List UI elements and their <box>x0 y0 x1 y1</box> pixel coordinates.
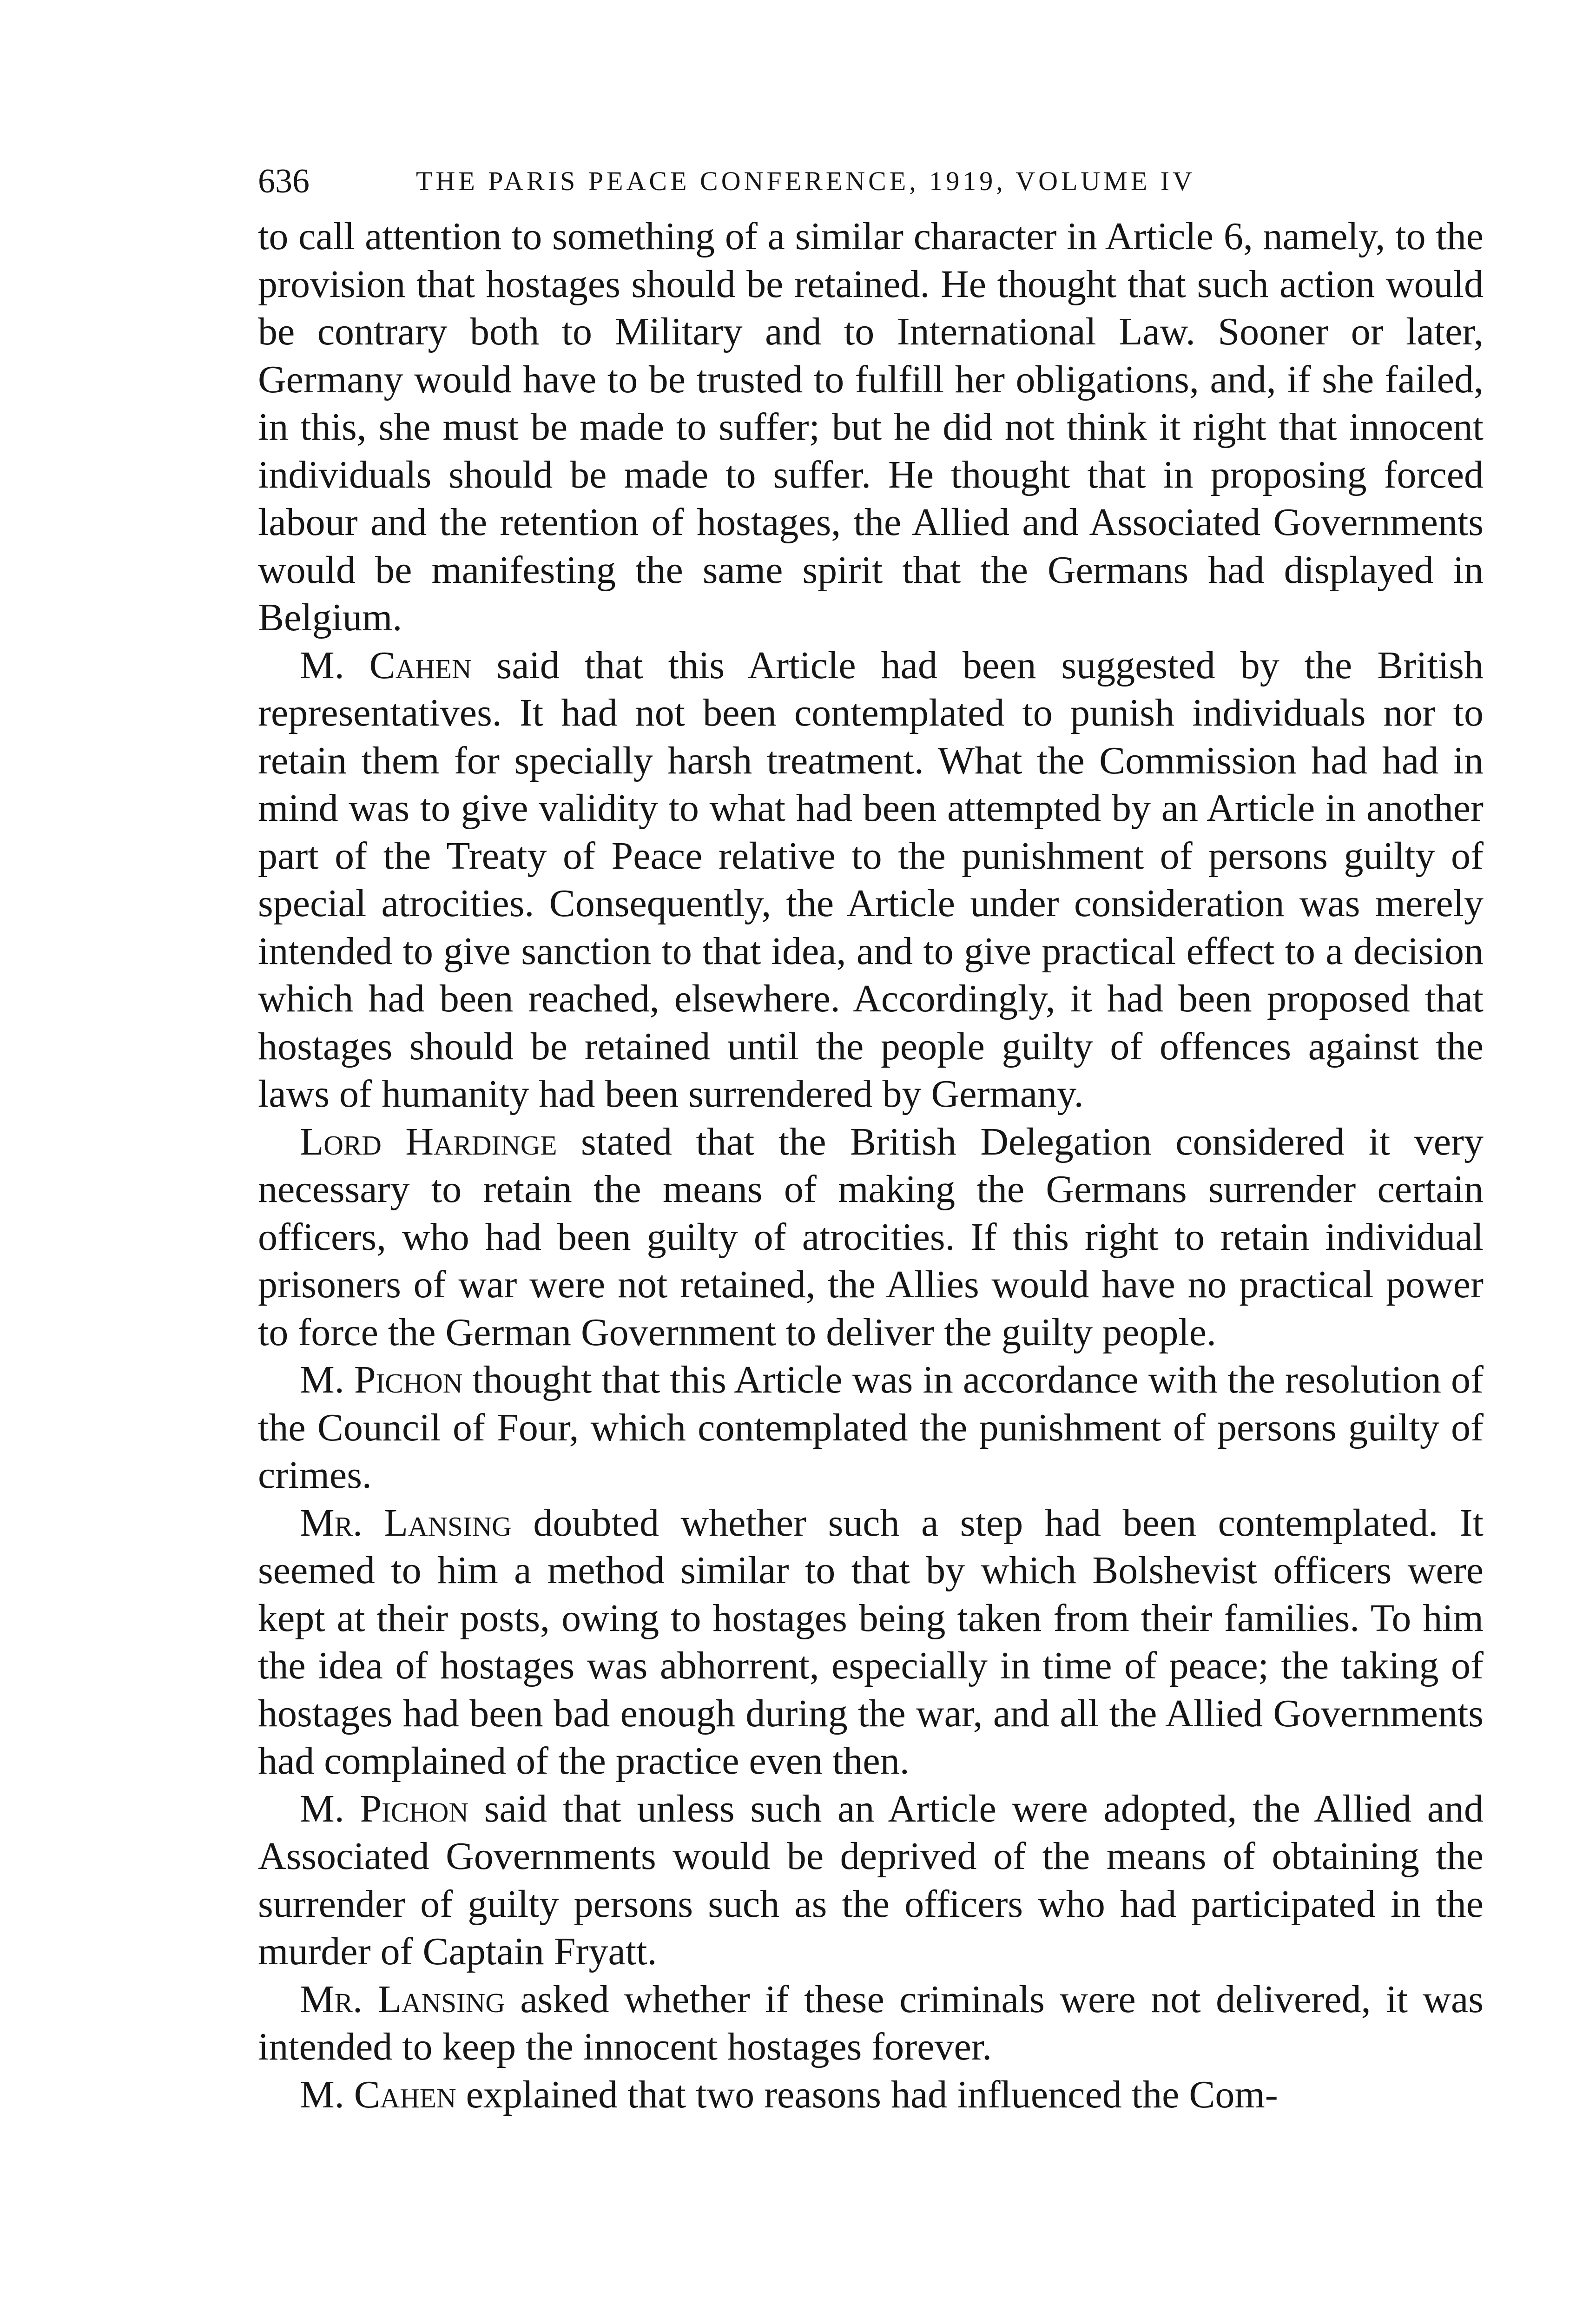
speaker-name: M. Pichon <box>300 1787 469 1830</box>
speaker-name: M. Cahen <box>300 2073 456 2116</box>
document-page <box>258 153 1484 2119</box>
paragraph <box>258 1976 1484 2071</box>
paragraph-text: doubted whether such a step had been contemplated. It seemed to him a method similar to that by which Bolshevist officers were kept at their posts, owing to hostages being taken from their families. To him the idea of hostages was abhorrent, especially in time of peace; the taking of hostages had been bad enough during the war, and all the Allied Governments had complained of the practice even then. <box>258 1501 1484 1783</box>
paragraph-text: said that unless such an Article were adopted, the Allied and Associated Governments would be deprived of the means of obtaining the surrender of guilty persons such as the officers who had participated in the murder of Captain Fryatt. <box>258 1787 1484 1973</box>
paragraph <box>258 1499 1484 1785</box>
running-title: THE PARIS PEACE CONFERENCE, 1919, VOLUME IV <box>416 166 1195 196</box>
speaker-name: M. Cahen <box>300 643 472 687</box>
paragraph <box>258 1118 1484 1357</box>
paragraph-text: stated that the British Delegation considered it very necessary to retain the means of making the Germans surrender certain officers, who had been guilty of atrocities. If this right to retain individual prisoners of war were not retained, the Allies would have no practical power to force the German Government to deliver the guilty people. <box>258 1120 1484 1354</box>
paragraph-text: thought that this Article was in accordance with the resolution of the Council of Four, which contemplated the punishment of persons guilty of crimes. <box>258 1358 1484 1497</box>
paragraph <box>258 642 1484 1118</box>
page-header <box>258 153 1484 209</box>
speaker-name: M. Pichon <box>300 1358 463 1401</box>
speaker-name: Mr. Lansing <box>300 1501 512 1545</box>
body-text <box>258 213 1484 2119</box>
page-number: 636 <box>258 162 310 200</box>
paragraph <box>258 2071 1484 2119</box>
speaker-name: Mr. Lansing <box>300 1977 505 2021</box>
speaker-name: Lord Hardinge <box>300 1120 557 1163</box>
paragraph-text: explained that two reasons had influenced the Com- <box>456 2073 1278 2116</box>
paragraph <box>258 1785 1484 1976</box>
paragraph-text: asked whether if these criminals were not delivered, it was intended to keep the innocent hostages forever. <box>258 1977 1484 2068</box>
paragraph-text: said that this Article had been suggested by the British representatives. It had not been contemplated to punish individuals nor to retain them for specially harsh treatment. What the Commission had had in mind was to give validity to what had been attempted by an Article in another part of the Treaty of Peace relative to the punishment of persons guilty of special atrocities. Consequently, the Article under consideration was merely intended to give sanction to that idea, and to give practical effect to a decision which had been reached, elsewhere. Accordingly, it had been proposed that hostages should be retained until the people guilty of offences against the laws of humanity had been surrendered by Germany. <box>258 643 1484 1116</box>
paragraph-continuation <box>258 213 1484 642</box>
paragraph-text: to call attention to something of a similar character in Article 6, namely, to the provision that hostages should be retained. He thought that such action would be contrary both to Military and to International Law. Sooner or later, Germany would have to be trusted to fulfill her obligations, and, if she failed, in this, she must be made to suffer; but he did not think it right that innocent individuals should be made to suffer. He thought that in proposing forced labour and the retention of hostages, the Allied and Associated Governments would be manifesting the same spirit that the Germans had displayed in Belgium. <box>258 215 1484 639</box>
paragraph <box>258 1356 1484 1499</box>
